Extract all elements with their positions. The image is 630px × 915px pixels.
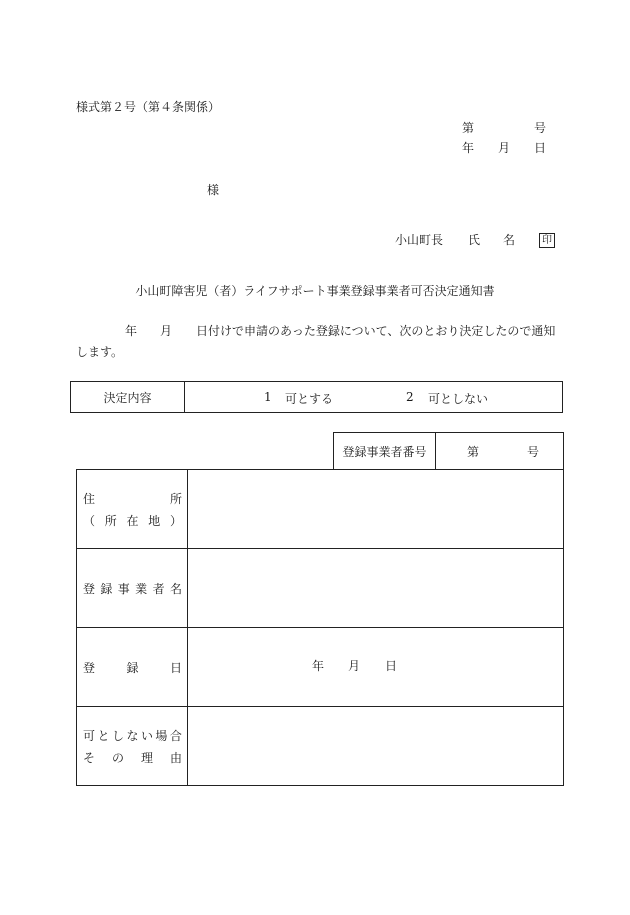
address-sublabel-char: 在 [126,513,139,528]
issuer-mei: 名 [503,233,516,247]
reg-number-dai: 第 [467,445,480,459]
registration-number-box [333,432,564,470]
form-number-label: 様式第２号（第４条関係） [76,100,221,114]
document-date [462,141,546,155]
option2-label: 可としない [428,392,489,406]
rejection-reason-char: な [126,728,139,743]
address-sublabel-char: 地 [148,513,161,528]
document-number [462,121,546,135]
reg-date-month: 月 [348,659,361,673]
addressee-suffix: 様 [207,183,220,197]
rejection-reason-char: 理 [140,750,153,765]
rejection-reason-char: 可 [83,728,96,743]
issuer-shi: 氏 [468,233,481,247]
decision-label: 決定内容 [71,382,185,412]
registration-date-value [188,628,563,706]
registration-date-row [77,628,563,707]
doc-number-go: 号 [533,121,546,135]
business-name-char: 業 [135,581,148,596]
address-row [77,470,563,549]
address-label-char: 所 [169,491,182,506]
rejection-reason-char: し [111,728,124,743]
address-label-char: 住 [83,491,96,506]
reg-number-go: 号 [527,445,540,459]
rejection-reason-char: い [140,728,153,743]
address-sublabel-char: 所 [104,513,117,528]
rejection-reason-char: そ [83,750,96,765]
rejection-reason-value [188,707,563,785]
business-name-char: 録 [100,581,113,596]
date-year: 年 [462,141,475,155]
document-title: 小山町障害児（者）ライフサポート事業登録事業者可否決定通知書 [135,284,495,298]
address-sublabel [83,512,182,529]
business-name-row [77,549,563,628]
seal-mark: 印 [539,233,555,248]
date-day: 日 [533,141,546,155]
registration-number-value [436,433,563,470]
rejection-reason-row [77,707,563,785]
address-label [77,470,188,548]
business-name-char: 者 [152,581,165,596]
registration-table [76,469,564,786]
rejection-reason-char: 場 [155,728,168,743]
option1-number: 1 [264,390,272,404]
address-value [188,470,563,548]
registration-date-char: 録 [126,660,139,675]
reg-date-year: 年 [312,659,325,673]
decision-table [70,381,563,413]
body-line2: します。 [76,345,124,359]
option1-label: 可とする [285,392,334,406]
decision-options [185,382,562,412]
rejection-reason-char: と [97,728,110,743]
rejection-reason-label [77,707,188,785]
business-name-char: 登 [83,581,96,596]
body-month: 月 [160,324,173,338]
body-line1: 日付けで申請のあった登録について、次のとおり決定したので通知 [196,324,556,338]
body-year: 年 [125,324,138,338]
rejection-reason-char: 合 [169,728,182,743]
reg-date-day: 日 [385,659,398,673]
registration-date-char: 日 [169,660,182,675]
business-name-value [188,549,563,627]
registration-date-char: 登 [83,660,96,675]
business-name-char: 事 [117,581,130,596]
business-name-char: 名 [169,581,182,596]
rejection-reason-char: の [111,750,124,765]
rejection-reason-char: 由 [169,750,182,765]
date-month: 月 [497,141,510,155]
registration-number-label: 登録事業者番号 [334,433,436,470]
option2-number: 2 [406,390,414,404]
issuer-title: 小山町長 [395,233,444,247]
registration-date-label [77,628,188,706]
address-sublabel-char: （ [83,513,96,528]
address-sublabel-char: ） [169,513,182,528]
business-name-label [77,549,188,627]
doc-number-dai: 第 [462,121,475,135]
